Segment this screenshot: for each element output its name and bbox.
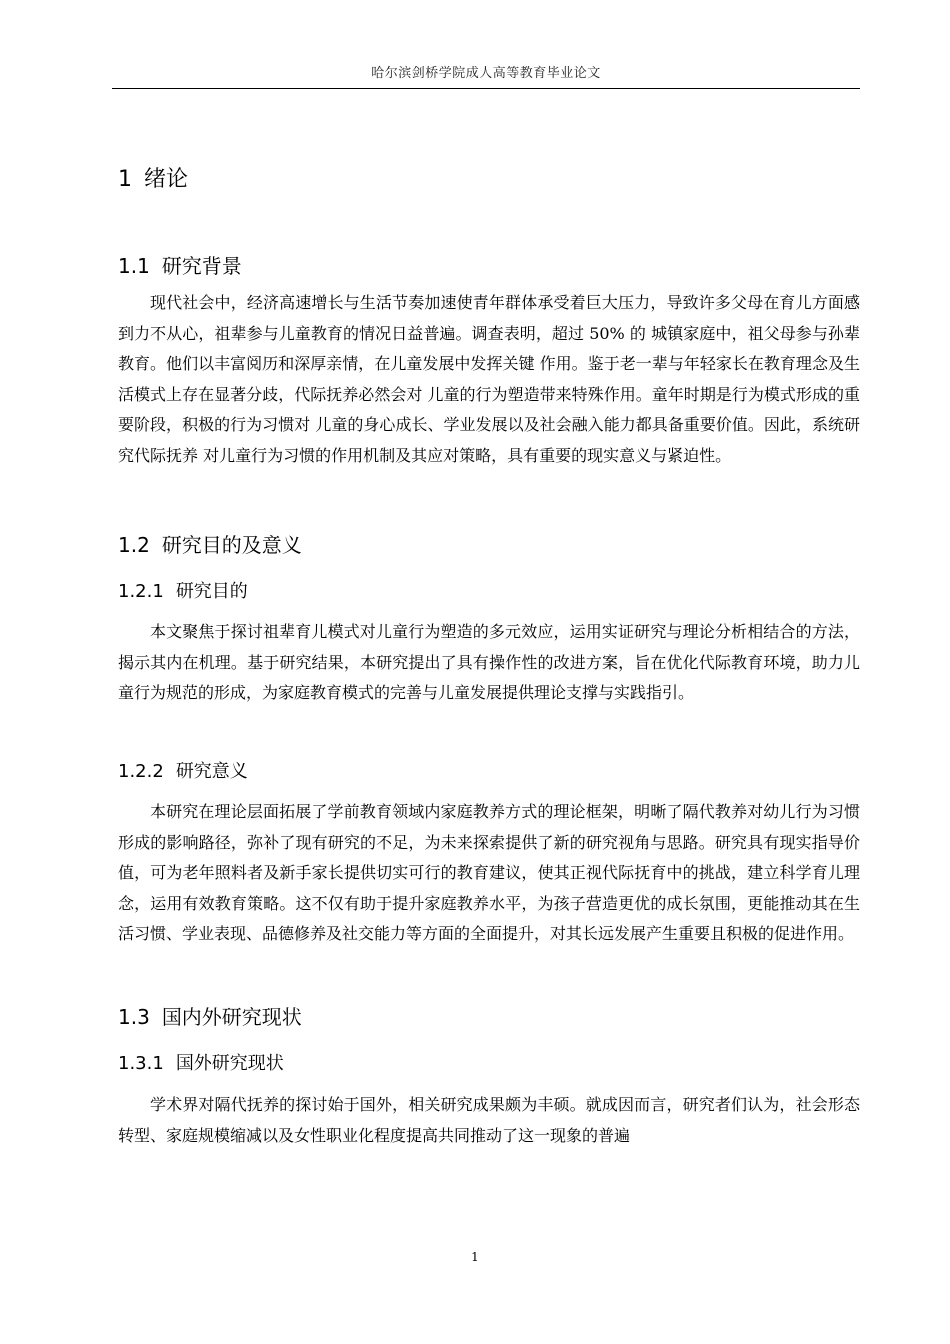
subsection-title: 国外研究现状 (175, 1053, 284, 1074)
section-number: 1.2 (118, 533, 150, 557)
section-title: 研究目的及意义 (161, 533, 302, 557)
running-header: 哈尔滨剑桥学院成人高等教育毕业论文 (371, 66, 601, 81)
section-title: 国内外研究现状 (161, 1005, 302, 1029)
section-title: 研究背景 (161, 254, 242, 278)
subsection-title: 研究目的 (175, 581, 248, 602)
subsection-heading-1-2-2 (118, 757, 248, 783)
page-number: 1 (471, 1250, 479, 1264)
chapter-number: 1 (118, 167, 132, 192)
subsection-heading-1-3-1 (118, 1049, 284, 1075)
chapter-heading (118, 162, 188, 193)
subsection-number: 1.2.1 (118, 581, 164, 602)
paragraph-research-background: 现代社会中，经济高速增长与生活节奏加速使青年群体承受着巨大压力，导致许多父母在育儿方面感到力不从心，祖辈参与儿童教育的情况日益普遍。调查表明，超过 50% 的 城镇家庭中，祖父母参与孙辈教育。他们以丰富阅历和深厚亲情，在儿童发展中发挥关键 作用。鉴于老一辈与年轻家长在教育理念及生活模式上存在显著分歧，代际抚养必然会对 儿童的行为塑造带来特殊作用。童年时期是行为模式形成的重要阶段，积极的行为习惯对 儿童的身心成长、学业发展以及社会融入能力都具备重要价值。因此，系统研究代际抚养 对儿童行为习惯的作用机制及其应对策略，具有重要的现实意义与紧迫性。 (118, 293, 860, 465)
section-heading-1-1 (118, 250, 242, 279)
header-rule (112, 88, 860, 89)
subsection-number: 1.2.2 (118, 761, 164, 782)
chapter-title: 绪论 (144, 167, 189, 192)
section-heading-1-3 (118, 1001, 302, 1030)
section-heading-1-2 (118, 529, 302, 558)
subsection-number: 1.3.1 (118, 1053, 164, 1074)
section-number: 1.3 (118, 1005, 150, 1029)
paragraph-foreign-research: 学术界对隔代抚养的探讨始于国外，相关研究成果颇为丰硕。就成因而言，研究者们认为，社会形态转型、家庭规模缩减以及女性职业化程度提高共同推动了这一现象的普遍 (118, 1095, 860, 1145)
section-number: 1.1 (118, 254, 150, 278)
paragraph-research-significance: 本研究在理论层面拓展了学前教育领域内家庭教养方式的理论框架，明晰了隔代教养对幼儿行为习惯形成的影响路径，弥补了现有研究的不足，为未来探索提供了新的研究视角与思路。研究具有现实指导价值，可为老年照料者及新手家长提供切实可行的教育建议，使其正视代际抚育中的挑战，建立科学育儿理念，运用有效教育策略。这不仅有助于提升家庭教养水平，为孩子营造更优的成长氛围，更能推动其在生活习惯、学业表现、品德修养及社交能力等方面的全面提升，对其长远发展产生重要且积极的促进作用。 (118, 802, 860, 944)
subsection-heading-1-2-1 (118, 577, 248, 603)
paragraph-research-purpose: 本文聚焦于探讨祖辈育儿模式对儿童行为塑造的多元效应，运用实证研究与理论分析相结合的方法，揭示其内在机理。基于研究结果，本研究提出了具有操作性的改进方案，旨在优化代际教育环境，助力儿童行为规范的形成，为家庭教育模式的完善与儿童发展提供理论支撑与实践指引。 (118, 622, 860, 703)
subsection-title: 研究意义 (175, 761, 248, 782)
